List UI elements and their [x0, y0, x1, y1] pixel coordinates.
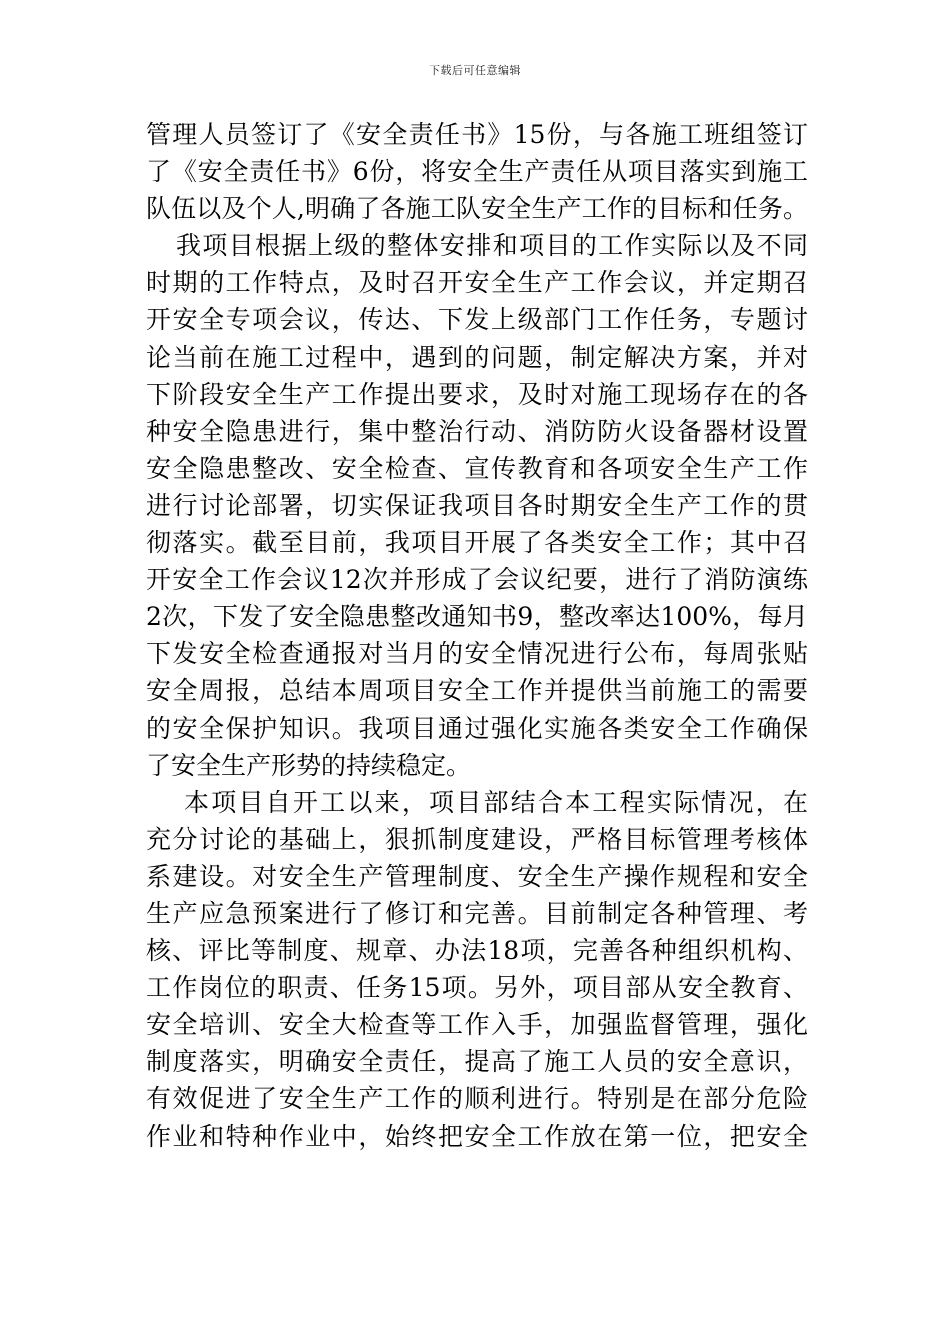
text-line: 彻落实。截至目前，我项目开展了各类安全工作；其中召 — [146, 528, 808, 558]
text-line: 2次，下发了安全隐患整改通知书9，整改率达100%，每月 — [146, 602, 808, 632]
text-line: 本项目自开工以来，项目部结合本工程实际情况，在 — [184, 787, 808, 817]
text-line: 安全隐患整改、安全检查、宣传教育和各项安全生产工作 — [146, 453, 808, 483]
text-line: 了《安全责任书》6份，将安全生产责任从项目落实到施工 — [146, 157, 808, 187]
text-line: 充分讨论的基础上，狠抓制度建设，严格目标管理考核体 — [146, 824, 808, 854]
text-line: 下发安全检查通报对当月的安全情况进行公布，每周张贴 — [146, 639, 808, 669]
text-line: 开安全专项会议，传达、下发上级部门工作任务，专题讨 — [146, 305, 808, 335]
text-line: 了安全生产形势的持续稳定。 — [146, 750, 472, 780]
text-line: 安全周报，总结本周项目安全工作并提供当前施工的需要 — [146, 676, 808, 706]
text-line: 队伍以及个人,明确了各施工队安全生产工作的目标和任务。 — [146, 194, 808, 224]
text-line: 生产应急预案进行了修订和完善。目前制定各种管理、考 — [146, 898, 808, 928]
text-line: 论当前在施工过程中，遇到的问题，制定解决方案，并对 — [146, 342, 808, 372]
page-header: 下载后可任意编辑 — [429, 64, 521, 77]
text-line: 我项目根据上级的整体安排和项目的工作实际以及不同 — [176, 231, 808, 261]
text-line: 核、评比等制度、规章、办法18项，完善各种组织机构、 — [146, 936, 808, 966]
text-line: 系建设。对安全生产管理制度、安全生产操作规程和安全 — [146, 861, 808, 891]
paragraph — [146, 227, 808, 783]
text-line: 工作岗位的职责、任务15项。另外，项目部从安全教育、 — [146, 973, 808, 1003]
text-line: 开安全工作会议12次并形成了会议纪要，进行了消防演练 — [146, 565, 808, 595]
text-line: 制度落实，明确安全责任，提高了施工人员的安全意识， — [146, 1047, 808, 1077]
text-line: 种安全隐患进行，集中整治行动、消防防火设备器材设置 — [146, 416, 808, 446]
text-line: 进行讨论部署，切实保证我项目各时期安全生产工作的贯 — [146, 490, 808, 520]
text-line: 的安全保护知识。我项目通过强化实施各类安全工作确保 — [146, 713, 808, 743]
text-line: 安全培训、安全大检查等工作入手，加强监督管理，强化 — [146, 1010, 808, 1040]
text-line: 有效促进了安全生产工作的顺利进行。特别是在部分危险 — [146, 1084, 808, 1114]
text-line: 管理人员签订了《安全责任书》15份，与各施工班组签订 — [146, 120, 808, 149]
paragraph — [146, 116, 808, 227]
text-line: 时期的工作特点，及时召开安全生产工作会议，并定期召 — [146, 268, 808, 298]
text-line: 作业和特种作业中，始终把安全工作放在第一位，把安全 — [146, 1121, 808, 1151]
paragraph — [146, 784, 808, 1155]
text-line: 下阶段安全生产工作提出要求，及时对施工现场存在的各 — [146, 379, 808, 409]
document-body — [146, 116, 808, 1155]
